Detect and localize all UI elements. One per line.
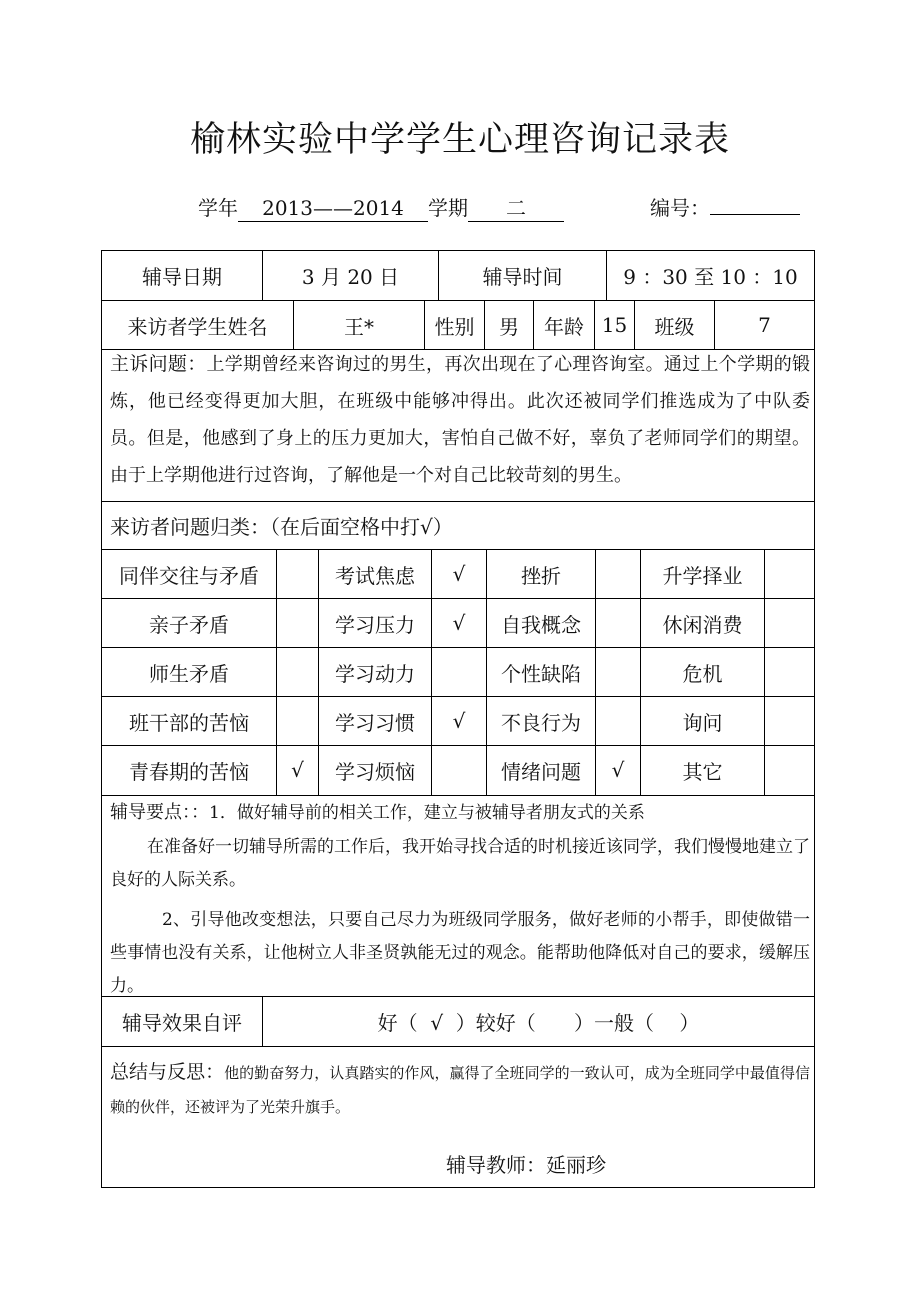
category-label: 情绪问题 (501, 759, 581, 784)
category-check-mark (765, 550, 814, 598)
category-check-mark: √ (291, 758, 304, 782)
category-label: 自我概念 (501, 612, 581, 637)
category-label: 学习动力 (335, 661, 415, 686)
category-check-mark (432, 648, 486, 696)
date-label: 辅导日期 (142, 265, 222, 289)
year-value: 2013——2014 (238, 195, 428, 222)
class-value: 7 (758, 313, 771, 337)
category-label: 挫折 (521, 563, 561, 588)
category-check-mark (277, 550, 318, 598)
category-check-mark (765, 697, 814, 745)
category-check-mark: √ (452, 611, 466, 635)
guidance-label: 辅导要点：： (110, 802, 209, 823)
category-check-mark: √ (611, 758, 625, 782)
category-check-mark: √ (452, 562, 466, 586)
classification-title: 来访者问题归类：（在后面空格中打√） (110, 515, 453, 539)
category-check-mark: √ (452, 709, 466, 733)
teacher-signature: 辅导教师：延丽珍 (446, 1152, 606, 1177)
category-label: 学习烦恼 (335, 759, 415, 784)
category-label: 危机 (682, 661, 723, 686)
guidance-para1: 在准备好一切辅导所需的工作后，我开始寻找合适的时机接近该同学，我们慢慢地建立了良好的人际关系。 (110, 837, 810, 890)
evaluation-label: 辅导效果自评 (122, 1011, 242, 1035)
gender-label: 性别 (434, 314, 475, 339)
category-label: 学习习惯 (335, 710, 415, 735)
term-value: 二 (468, 195, 564, 222)
category-check-mark (596, 648, 640, 696)
category-label: 休闲消费 (662, 612, 743, 637)
evaluation-options: 好（ √ ）较好（ ）一般（ ） (377, 1011, 700, 1035)
age-value: 15 (601, 313, 628, 337)
category-check-mark (596, 550, 640, 598)
category-label: 升学择业 (662, 563, 743, 588)
guidance-para2: 2、引导他改变想法，只要自己尽力为班级同学服务，做好老师的小帮手，即使做错一些事情也没有关系，让他树立人非圣贤孰能无过的观念。能帮助他降低对自己的要求，缓解压力。 (110, 910, 810, 996)
gender-value: 男 (499, 314, 519, 339)
category-label: 同伴交往与矛盾 (119, 563, 259, 588)
summary-section (110, 1056, 810, 1124)
category-label: 不良行为 (501, 710, 581, 735)
guidance-point1: 1．做好辅导前的相关工作，建立与被辅导者朋友式的关系 (209, 803, 645, 823)
guidance-section (110, 796, 810, 1003)
name-label: 来访者学生姓名 (127, 314, 268, 339)
category-label: 亲子矛盾 (149, 612, 229, 637)
category-check-mark (277, 697, 318, 745)
summary-text: 他的勤奋努力，认真踏实的作风，赢得了全班同学的一致认可，成为全班同学中最值得信赖的伙伴，还被评为了光荣升旗手。 (110, 1064, 810, 1116)
number-value (710, 214, 800, 215)
age-label: 年龄 (544, 314, 584, 339)
complaint-section (110, 346, 810, 494)
category-label: 班干部的苦恼 (129, 710, 249, 735)
year-label: 学年 (198, 196, 238, 220)
category-label: 学习压力 (335, 612, 415, 637)
category-check-mark (765, 599, 814, 647)
name-value: 王* (344, 314, 374, 339)
category-check-mark (596, 697, 640, 745)
number-field (650, 192, 800, 221)
year-field (198, 192, 564, 222)
page-title: 榆林实验中学学生心理咨询记录表 (189, 120, 730, 160)
category-check-mark (277, 648, 318, 696)
category-label: 青春期的苦恼 (129, 759, 249, 784)
category-label: 其它 (682, 759, 723, 784)
category-check-mark (596, 599, 640, 647)
date-value: 3 月 20 日 (301, 265, 400, 289)
time-value: 9 ：30 至 10 ：10 (623, 265, 798, 289)
category-label: 师生矛盾 (149, 661, 229, 686)
category-check-mark (277, 599, 318, 647)
term-label: 学期 (428, 196, 468, 220)
class-label: 班级 (654, 314, 695, 339)
category-label: 考试焦虑 (335, 563, 415, 588)
complaint-text: 上学期曾经来咨询过的男生，再次出现在了心理咨询室。通过上个学期的锻炼，他已经变得更加大胆，在班级中能够冲得出。此次还被同学们推选成为了中队委员。但是，他感到了身上的压力更加大，害怕自己做不好，辜负了老师同学们的期望。由于上学期他进行过咨询，了解他是一个对自己比较苛刻的男生。 (110, 354, 810, 486)
category-check-mark (765, 648, 814, 696)
category-label: 询问 (682, 710, 723, 735)
category-check-mark (765, 746, 814, 794)
category-check-mark (432, 746, 486, 794)
category-label: 个性缺陷 (501, 661, 581, 686)
summary-label: 总结与反思： (110, 1061, 225, 1083)
complaint-label: 主诉问题： (110, 353, 207, 375)
time-label: 辅导时间 (482, 265, 563, 289)
number-label: 编号： (650, 196, 710, 220)
